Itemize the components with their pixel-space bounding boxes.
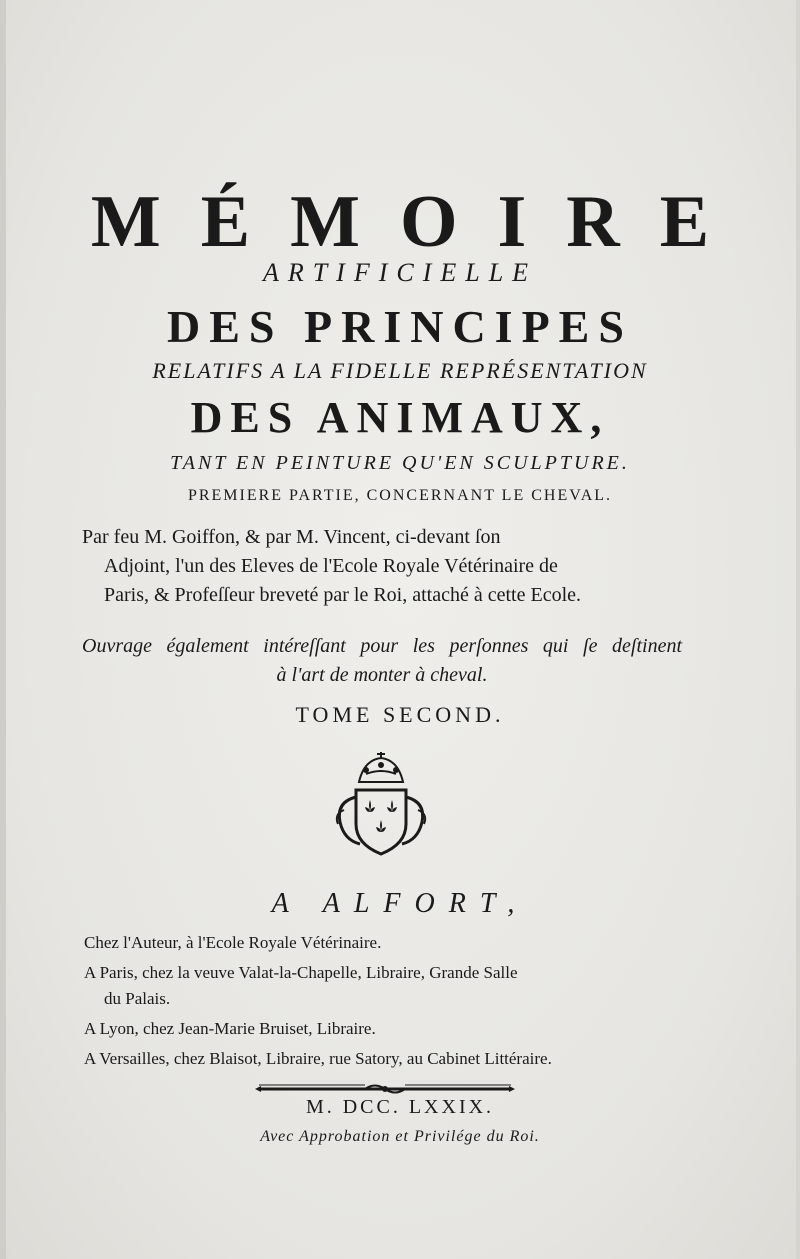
subtitle-relatifs: RELATIFS A LA FIDELLE REPRÉSENTATION: [152, 358, 648, 383]
subtitle-peinture-sculpture: TANT EN PEINTURE QU'EN SCULPTURE.: [170, 452, 630, 474]
imprint-line-lyon: A Lyon, chez Jean-Marie Bruiset, Libraire.: [84, 1019, 376, 1038]
subtitle-artificielle: ARTIFICIELLE: [262, 258, 538, 287]
imprint-line-auteur: Chez l'Auteur, à l'Ecole Royale Vétérinaire.: [84, 933, 382, 952]
subtitle-des-principes: DES PRINCIPES: [167, 301, 633, 352]
audience-note: [82, 632, 682, 690]
subtitle-des-animaux: DES ANIMAUX,: [190, 393, 610, 442]
authors-line-2: Adjoint, l'un des Eleves de l'Ecole Royale Vétérinaire de: [104, 555, 558, 577]
book-title: MÉMOIRE: [90, 181, 750, 263]
subtitle-premiere-partie: PREMIERE PARTIE, CONCERNANT LE CHEVAL.: [187, 487, 613, 504]
note-line-2: à l'art de monter à cheval.: [276, 664, 488, 686]
place-of-publication: A ALFORT,: [271, 888, 529, 919]
tome-label: TOME SECOND.: [295, 702, 505, 727]
publication-year: M. DCC. LXXIX.: [305, 1096, 495, 1118]
royal-fleur-de-lis-crest-icon: [326, 752, 436, 862]
note-line-1: Ouvrage également intéreſſant pour les perſonnes qui ſe deſtinent: [82, 635, 682, 657]
authors-paragraph: [82, 523, 682, 610]
ornamental-rule-icon: [255, 1082, 515, 1096]
authors-line-3: Paris, & Profeſſeur breveté par le Roi, attaché à cette Ecole.: [104, 584, 582, 606]
authors-line-1: Par feu M. Goiffon, & par M. Vincent, ci-devant ſon: [82, 526, 501, 548]
imprint-line-versailles: A Versailles, chez Blaisot, Libraire, rue Satory, au Cabinet Littéraire.: [84, 1049, 552, 1068]
imprint-line-paris-cont: du Palais.: [104, 989, 171, 1008]
imprint-line-paris: A Paris, chez la veuve Valat-la-Chapelle, Libraire, Grande Salle: [84, 963, 518, 982]
approbation-line: Avec Approbation et Privilége du Roi.: [260, 1128, 540, 1145]
